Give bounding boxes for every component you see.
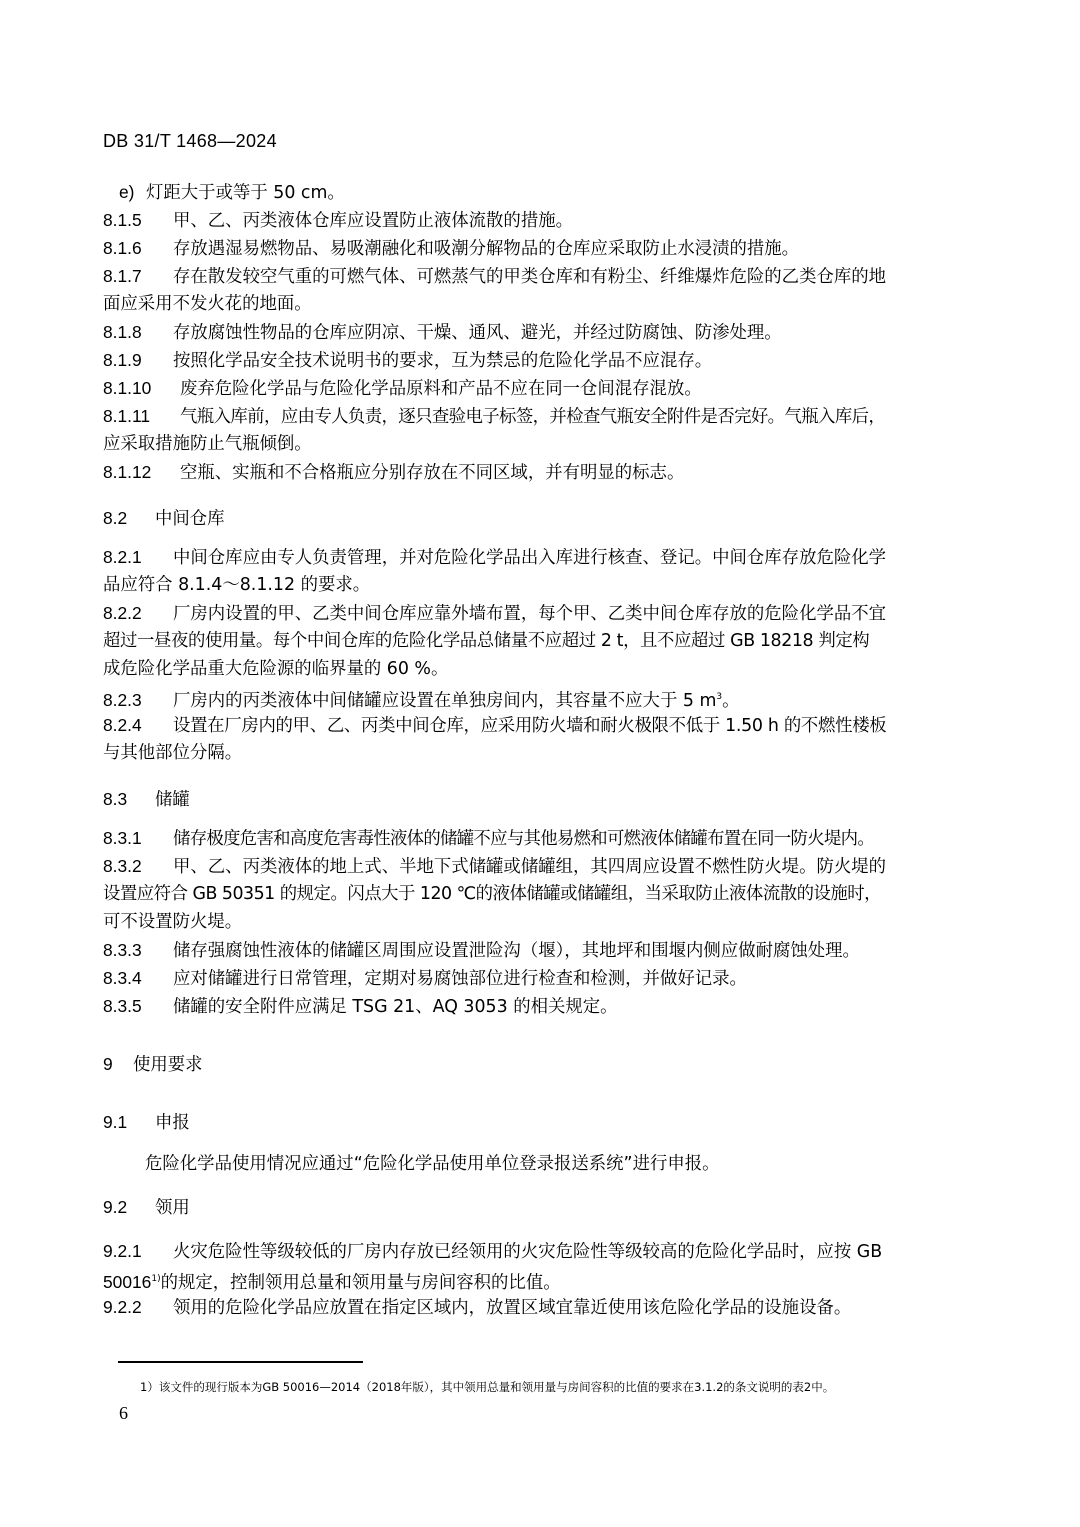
list-item-text: 灯距大于或等于 50 cm。	[146, 183, 345, 203]
clause-9-2-1	[103, 1237, 953, 1266]
section-title: 储罐	[155, 790, 190, 810]
clause-8-2-1-continued: 品应符合 8.1.4～8.1.12 的要求。	[103, 575, 371, 595]
clause-number: 8.3.1	[103, 828, 142, 848]
clause-8-1-12	[103, 458, 953, 487]
clause-text: 存放腐蚀性物品的仓库应阴凉、干燥、通风、避光，并经过防腐蚀、防渗处理。	[173, 323, 782, 343]
clause-text: 设置在厂房内的甲、乙、丙类中间仓库，应采用防火墙和耐火极限不低于 1.50 h 的不燃性楼板	[173, 716, 887, 736]
clause-8-1-7	[103, 262, 953, 291]
clause-8-3-1	[103, 824, 953, 853]
clause-8-1-8	[103, 318, 953, 347]
section-title: 申报	[155, 1113, 190, 1133]
clause-text: 中间仓库应由专人负责管理，并对危险化学品出入库进行核查、登记。中间仓库存放危险化学	[173, 548, 887, 568]
clause-8-2-1	[103, 543, 953, 572]
clause-number: 8.2.3	[103, 690, 142, 710]
clause-number: 8.1.11	[103, 406, 151, 426]
clause-number: 9.2.1	[103, 1241, 142, 1261]
clause-number: 8.1.9	[103, 350, 142, 370]
chapter-heading-9	[103, 1050, 203, 1079]
clause-text: 甲、乙、丙类液体的地上式、半地下式储罐或储罐组，其四周应设置不燃性防火堤。防火堤的	[173, 857, 887, 877]
clause-text: 空瓶、实瓶和不合格瓶应分别存放在不同区域，并有明显的标志。	[180, 463, 685, 483]
clause-8-2-4-continued: 与其他部位分隔。	[103, 743, 243, 763]
clause-text-tail: 。	[722, 691, 740, 711]
section-title: 领用	[155, 1198, 190, 1218]
standard-reference: 50016	[103, 1272, 152, 1292]
clause-8-3-5	[103, 992, 953, 1021]
clause-8-1-9	[103, 346, 953, 375]
clause-number: 8.1.5	[103, 210, 142, 230]
clause-number: 8.3.4	[103, 968, 142, 988]
clause-8-3-2-continued: 设置应符合 GB 50351 的规定。闪点大于 120 ℃的液体储罐或储罐组，当采取防止液体流散的设施时，	[103, 884, 882, 904]
section-number: 8.2	[103, 508, 128, 528]
document-code: DB 31/T 1468—2024	[103, 131, 277, 151]
section-number: 9.1	[103, 1112, 128, 1132]
clause-text: 按照化学品安全技术说明书的要求，互为禁忌的危险化学品不应混存。	[173, 351, 713, 371]
clause-text: 储存强腐蚀性液体的储罐区周围应设置泄险沟（堰），其地坪和围堰内侧应做耐腐蚀处理。	[173, 941, 860, 961]
clause-text: 储罐的安全附件应满足 TSG 21、AQ 3053 的相关规定。	[173, 997, 618, 1017]
clause-text: 应对储罐进行日常管理，定期对易腐蚀部位进行检查和检测，并做好记录。	[173, 969, 747, 989]
clause-8-2-2-continued: 超过一昼夜的使用量。每个中间仓库的危险化学品总储量不应超过 2 t，且不应超过 GB 18218 判定构	[103, 631, 870, 651]
clause-text: 废弃危险化学品与危险化学品原料和产品不应在同一仓间混存混放。	[180, 379, 702, 399]
list-item-e	[119, 178, 345, 207]
clause-number: 8.1.7	[103, 266, 142, 286]
clause-number: 8.1.8	[103, 322, 142, 342]
clause-text: 存在散发较空气重的可燃气体、可燃蒸气的甲类仓库和有粉尘、纤维爆炸危险的乙类仓库的地	[173, 267, 887, 287]
clause-8-1-11	[103, 402, 953, 431]
clause-text: 存放遇湿易燃物品、易吸潮融化和吸潮分解物品的仓库应采取防止水浸渍的措施。	[173, 239, 800, 259]
clause-8-2-2-continued-2: 成危险化学品重大危险源的临界量的 60 %。	[103, 659, 449, 679]
clause-number: 8.3.3	[103, 940, 142, 960]
clause-number: 8.1.6	[103, 238, 142, 258]
page-number: 6	[119, 1403, 128, 1423]
clause-8-2-2	[103, 599, 953, 628]
chapter-title: 使用要求	[133, 1055, 203, 1075]
clause-number: 8.2.4	[103, 715, 142, 735]
clause-9-2-2	[103, 1293, 953, 1322]
clause-text: 储存极度危害和高度危害毒性液体的储罐不应与其他易燃和可燃液体储罐布置在同一防火堤内。	[173, 829, 875, 849]
clause-number: 8.2.1	[103, 547, 142, 567]
clause-number: 8.3.5	[103, 996, 142, 1016]
section-heading-8-3	[103, 785, 190, 814]
section-heading-9-1	[103, 1108, 190, 1137]
clause-number: 8.2.2	[103, 603, 142, 623]
section-number: 9.2	[103, 1197, 128, 1217]
superscript: 3	[716, 692, 723, 702]
footnote: 1）该文件的现行版本为GB 50016—2014（2018年版），其中领用总量和领用量与房间容积的比值的要求在3.1.2的条文说明的表2中。	[140, 1380, 835, 1394]
clause-8-1-6	[103, 234, 953, 263]
clause-8-1-11-continued: 应采取措施防止气瓶倾倒。	[103, 434, 312, 454]
section-9-1-paragraph: 危险化学品使用情况应通过“危险化学品使用单位登录报送系统”进行申报。	[145, 1154, 720, 1174]
clause-text: 甲、乙、丙类液体仓库应设置防止液体流散的措施。	[173, 211, 573, 231]
section-heading-9-2	[103, 1193, 190, 1222]
chapter-number: 9	[103, 1054, 113, 1074]
clause-text: 气瓶入库前，应由专人负责，逐只查验电子标签，并检查气瓶安全附件是否完好。气瓶入库后，	[180, 407, 886, 427]
section-heading-8-2	[103, 504, 225, 533]
footnote-divider	[118, 1361, 363, 1363]
clause-8-3-3	[103, 936, 953, 965]
clause-8-1-7-continued: 面应采用不发火花的地面。	[103, 294, 312, 314]
clause-number: 9.2.2	[103, 1297, 142, 1317]
section-number: 8.3	[103, 789, 128, 809]
clause-8-3-2-continued-2: 可不设置防火堤。	[103, 912, 243, 932]
clause-text: 火灾危险性等级较低的厂房内存放已经领用的火灾危险性等级较高的危险化学品时，应按 GB	[173, 1242, 883, 1262]
footnote-marker: 1)	[151, 1274, 161, 1284]
clause-text: 领用的危险化学品应放置在指定区域内，放置区域宜靠近使用该危险化学品的设施设备。	[173, 1298, 852, 1318]
clause-text: 厂房内的丙类液体中间储罐应设置在单独房间内，其容量不应大于 5 m	[173, 691, 717, 711]
section-title: 中间仓库	[155, 509, 225, 529]
clause-text: 的规定，控制领用总量和领用量与房间容积的比值。	[160, 1273, 561, 1293]
clause-number: 8.3.2	[103, 856, 142, 876]
clause-8-3-4	[103, 964, 953, 993]
clause-8-2-4	[103, 711, 953, 740]
clause-8-1-5	[103, 206, 953, 235]
clause-number: 8.1.10	[103, 378, 152, 398]
clause-text: 厂房内设置的甲、乙类中间仓库应靠外墙布置，每个甲、乙类中间仓库存放的危险化学品不宜	[173, 604, 887, 624]
list-item-label: e)	[119, 182, 135, 202]
clause-8-1-10	[103, 374, 953, 403]
clause-8-3-2	[103, 852, 953, 881]
clause-number: 8.1.12	[103, 462, 152, 482]
